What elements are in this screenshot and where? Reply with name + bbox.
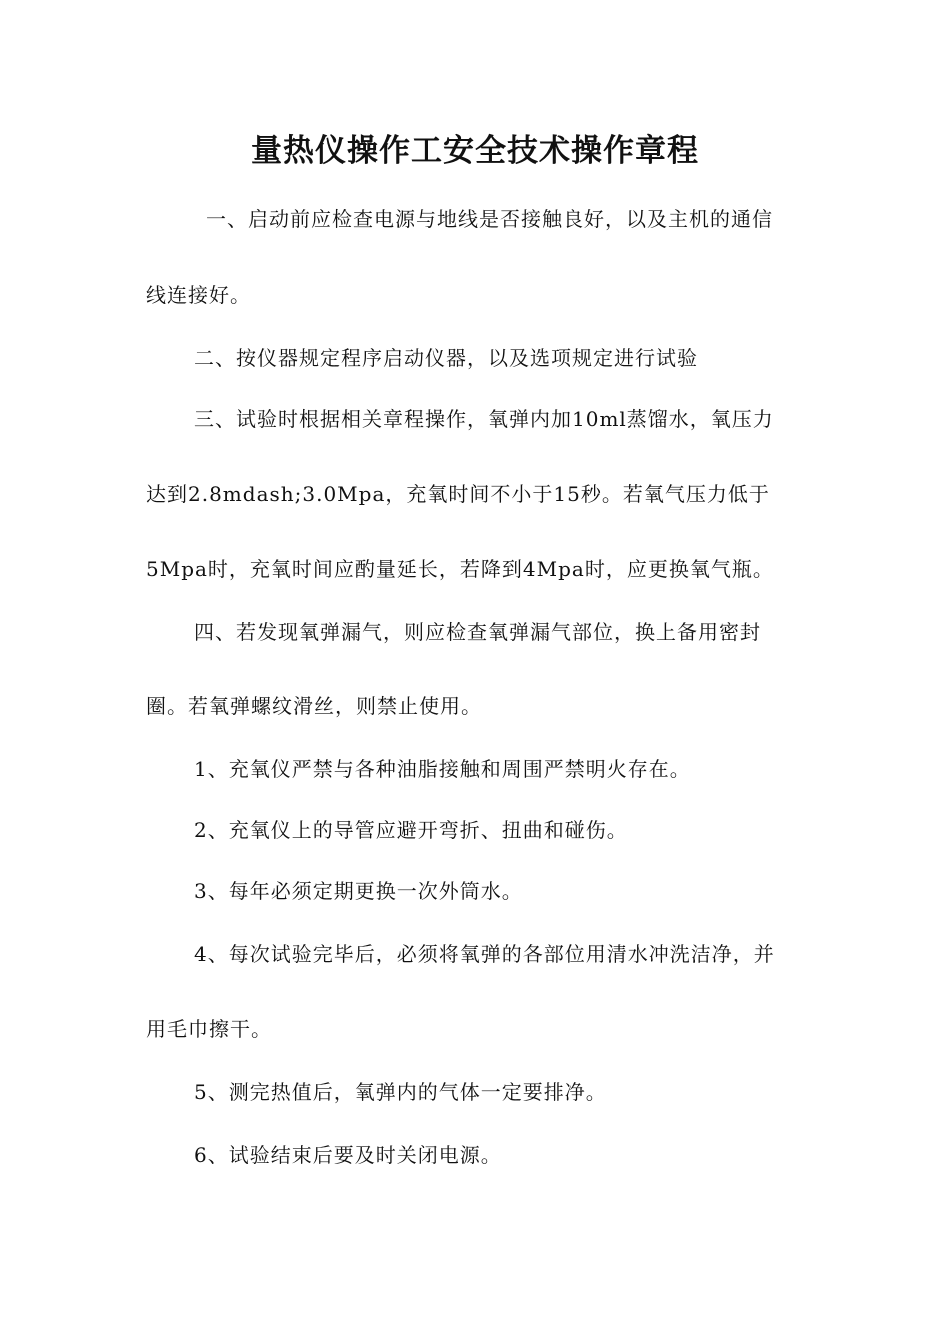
list-item-2: 2、充氧仪上的导管应避开弯折、扭曲和碰伤。	[194, 818, 628, 842]
paragraph-line-5: 达到2.8mdash;3.0Mpa，充氧时间不小于15秒。若氧气压力低于	[146, 482, 770, 506]
list-item-6: 6、试验结束后要及时关闭电源。	[194, 1143, 502, 1167]
document-title: 量热仪操作工安全技术操作章程	[251, 133, 699, 169]
paragraph-line-1: 一、启动前应检查电源与地线是否接触良好，以及主机的通信	[206, 207, 773, 231]
list-item-4-continued: 用毛巾擦干。	[146, 1017, 272, 1041]
list-item-3: 3、每年必须定期更换一次外筒水。	[194, 879, 523, 903]
list-item-1: 1、充氧仪严禁与各种油脂接触和周围严禁明火存在。	[194, 757, 691, 781]
paragraph-line-6: 5Mpa时，充氧时间应酌量延长，若降到4Mpa时，应更换氧气瓶。	[146, 557, 774, 581]
list-item-4: 4、每次试验完毕后，必须将氧弹的各部位用清水冲洗洁净，并	[194, 942, 775, 966]
list-item-5: 5、测完热值后，氧弹内的气体一定要排净。	[194, 1080, 607, 1104]
paragraph-line-2: 线连接好。	[146, 283, 251, 307]
paragraph-line-3: 二、按仪器规定程序启动仪器，以及选项规定进行试验	[194, 346, 698, 370]
paragraph-line-7: 四、若发现氧弹漏气，则应检查氧弹漏气部位，换上备用密封	[194, 620, 761, 644]
paragraph-line-4: 三、试验时根据相关章程操作，氧弹内加10ml蒸馏水，氧压力	[194, 407, 774, 431]
paragraph-line-8: 圈。若氧弹螺纹滑丝，则禁止使用。	[146, 694, 482, 718]
